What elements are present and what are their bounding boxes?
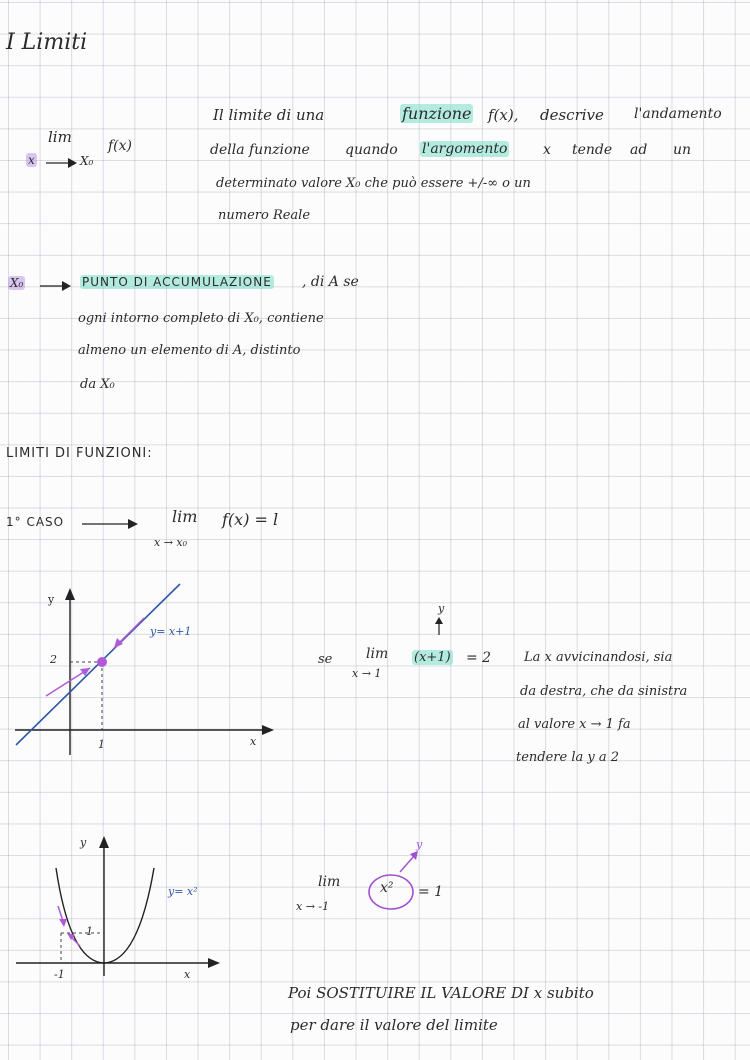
def-x: x xyxy=(543,142,551,158)
graph2-y-label: y xyxy=(80,836,87,849)
ex2-sub: x → -1 xyxy=(296,900,330,913)
ex1-note3: al valore x → 1 fa xyxy=(518,717,631,732)
graph2-tick-y: 1 xyxy=(86,925,93,938)
ex1-note1: La x avvicinandosi, sia xyxy=(524,650,673,665)
def-line1-a: Il limite di una xyxy=(213,106,325,124)
lim-sub-x: x xyxy=(28,153,35,167)
accum-line2: ogni intorno completo di X₀, contiene xyxy=(78,311,324,326)
def-tende: tende xyxy=(572,142,613,158)
arrow-up-icon xyxy=(433,617,445,637)
def-line3: determinato valore X₀ che può essere +/-∞ o un xyxy=(216,176,531,191)
case1-expr: f(x) = l xyxy=(222,510,279,529)
graph-parabola xyxy=(12,828,222,978)
ex1-note2: da destra, che da sinistra xyxy=(520,684,688,699)
graph1-x-label: x xyxy=(250,735,257,748)
page-title: I Limiti xyxy=(6,30,88,55)
case1-sub: x → x₀ xyxy=(154,536,188,549)
def-ad: ad xyxy=(630,142,648,158)
graph1-tick-x: 1 xyxy=(98,738,105,751)
graph1-curve-label: y= x+1 xyxy=(150,625,192,638)
graph2-tick-x: -1 xyxy=(54,968,65,981)
accum-line4: da X₀ xyxy=(80,377,115,392)
def-argomento: l'argomento xyxy=(422,141,508,157)
ex1-lim: lim xyxy=(366,646,389,662)
graph1-y-label: y xyxy=(48,593,55,606)
accum-term: PUNTO DI ACCUMULAZIONE xyxy=(82,275,272,289)
def-fx: f(x), xyxy=(488,106,519,124)
accum-rest: , di A se xyxy=(302,274,359,290)
arrow-up-right-icon xyxy=(398,850,420,874)
conclusion-line1: Poi SOSTITUIRE IL VALORE DI x subito xyxy=(288,984,594,1002)
case1-lim: lim xyxy=(172,507,198,526)
ex1-note4: tendere la y a 2 xyxy=(516,750,620,765)
def-descrive: descrive xyxy=(540,106,604,124)
def-funzione: funzione xyxy=(402,104,472,123)
ex2-y-arrow-label: y xyxy=(416,838,423,851)
ex1-eq: = 2 xyxy=(466,650,492,666)
accum-line3: almeno un elemento di A, distinto xyxy=(78,343,301,358)
case1-label: 1° CASO xyxy=(6,515,65,529)
ex1-y-arrow-label: y xyxy=(438,602,445,615)
ex1-se: se xyxy=(318,652,333,667)
graph2-curve-label: y= x² xyxy=(168,885,198,898)
lim-word: lim xyxy=(48,128,72,146)
arrow-right-icon xyxy=(38,279,72,293)
arrow-right-icon xyxy=(44,156,78,170)
graph-linear xyxy=(10,580,280,770)
ex2-lim: lim xyxy=(318,874,341,890)
lim-sub-x0: X₀ xyxy=(80,154,94,168)
def-andamento: l'andamento xyxy=(634,106,722,122)
graph2-x-label: x xyxy=(184,968,191,981)
ex2-expr: x² xyxy=(380,880,394,896)
lim-fx: f(x) xyxy=(108,138,133,154)
ex2-eq: = 1 xyxy=(418,884,444,900)
def-line2-a: della funzione xyxy=(210,142,310,158)
ex1-expr: (x+1) xyxy=(414,650,451,665)
conclusion-line2: per dare il valore del limite xyxy=(290,1016,498,1034)
section-title: LIMITI DI FUNZIONI: xyxy=(6,446,153,461)
graph1-tick-y: 2 xyxy=(50,653,57,666)
arrow-right-icon xyxy=(80,517,140,531)
accum-x0: X₀ xyxy=(10,276,24,290)
def-un: un xyxy=(673,142,692,158)
ex1-sub: x → 1 xyxy=(352,667,382,680)
def-quando: quando xyxy=(345,142,398,158)
def-line4: numero Reale xyxy=(218,208,311,223)
